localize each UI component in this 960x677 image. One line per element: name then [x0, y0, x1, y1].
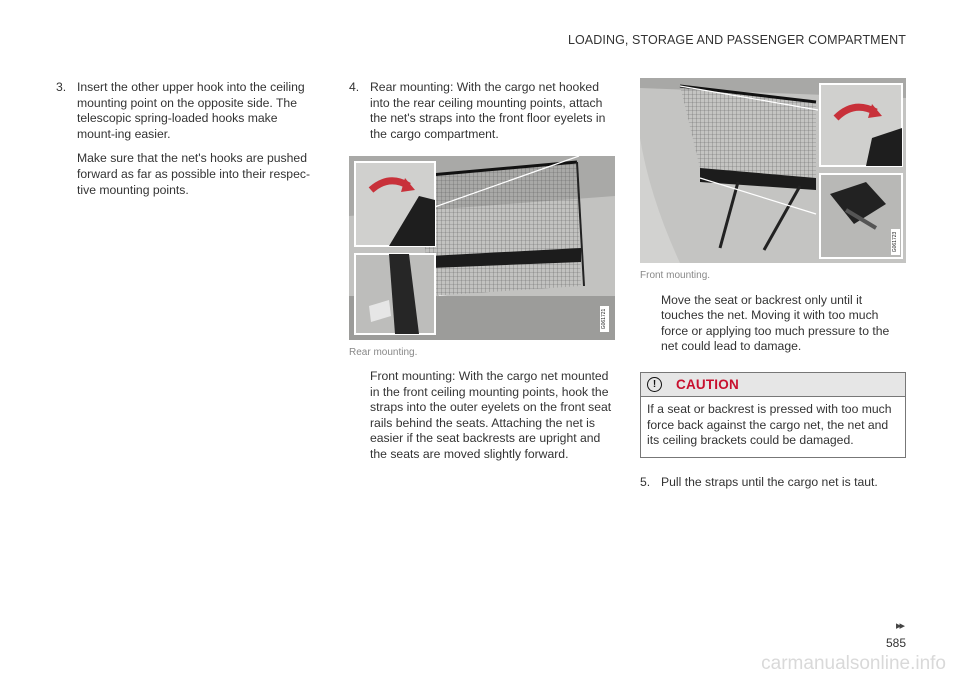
step-number: 5.	[640, 474, 651, 489]
caution-box	[640, 372, 906, 458]
step-text: Insert the other upper hook into the ceiling mounting point on the opposite side. The telescopic spring-loaded hooks make mount-ing easier.	[77, 80, 305, 141]
step-number: 3.	[56, 80, 67, 94]
step-text: Rear mounting: With the cargo net hooked into the rear ceiling mounting points, attach the net's straps into the front floor eyelets in the cargo compartment.	[370, 80, 606, 141]
step-3	[56, 80, 318, 142]
column-2	[349, 80, 615, 463]
figure-caption: Rear mounting.	[349, 347, 418, 359]
caution-text: If a seat or backrest is pressed with too much force back against the cargo net, the net and its ceiling brackets could be damaged.	[647, 401, 892, 448]
page-header: LOADING, STORAGE AND PASSENGER COMPARTMENT	[567, 33, 906, 47]
step-5	[640, 475, 906, 491]
exclamation-icon: !	[647, 377, 662, 392]
figure-caption: Front mounting.	[640, 270, 711, 281]
next-page-arrows-icon[interactable]: ▸▸	[895, 620, 903, 632]
caution-header	[641, 373, 905, 397]
column-1	[56, 80, 318, 198]
step-text: Pull the straps until the cargo net is taut.	[661, 474, 878, 489]
front-mounting-figure	[640, 78, 906, 263]
step-note: Make sure that the net's hooks are pushed forward as far as possible into their respec-tive mounting points.	[77, 151, 311, 197]
page-number: 585	[885, 636, 906, 650]
caution-title: CAUTION	[676, 376, 739, 392]
front-mounting-text: Front mounting: With the cargo net mounted in the front ceiling mounting points, hook the straps into the outer eyelets on the front seat rails behind the seats. Attaching the net is easier if the seat backrests are upright and the seats are moved slightly forward.	[370, 368, 612, 461]
figure-code: G061721	[600, 306, 609, 332]
rear-mounting-illustration	[349, 156, 615, 340]
step-4	[349, 80, 615, 142]
rear-mounting-figure	[349, 156, 615, 340]
figure-code: G061723	[891, 229, 900, 255]
watermark: carmanualsonline.info	[761, 653, 946, 674]
seat-note: Move the seat or backrest only until it touches the net. Moving it with too much force or applying too much pressure to the net could lead to damage.	[661, 292, 890, 354]
front-mounting-illustration	[640, 78, 906, 263]
column-3	[640, 78, 906, 490]
step-number: 4.	[349, 80, 360, 94]
